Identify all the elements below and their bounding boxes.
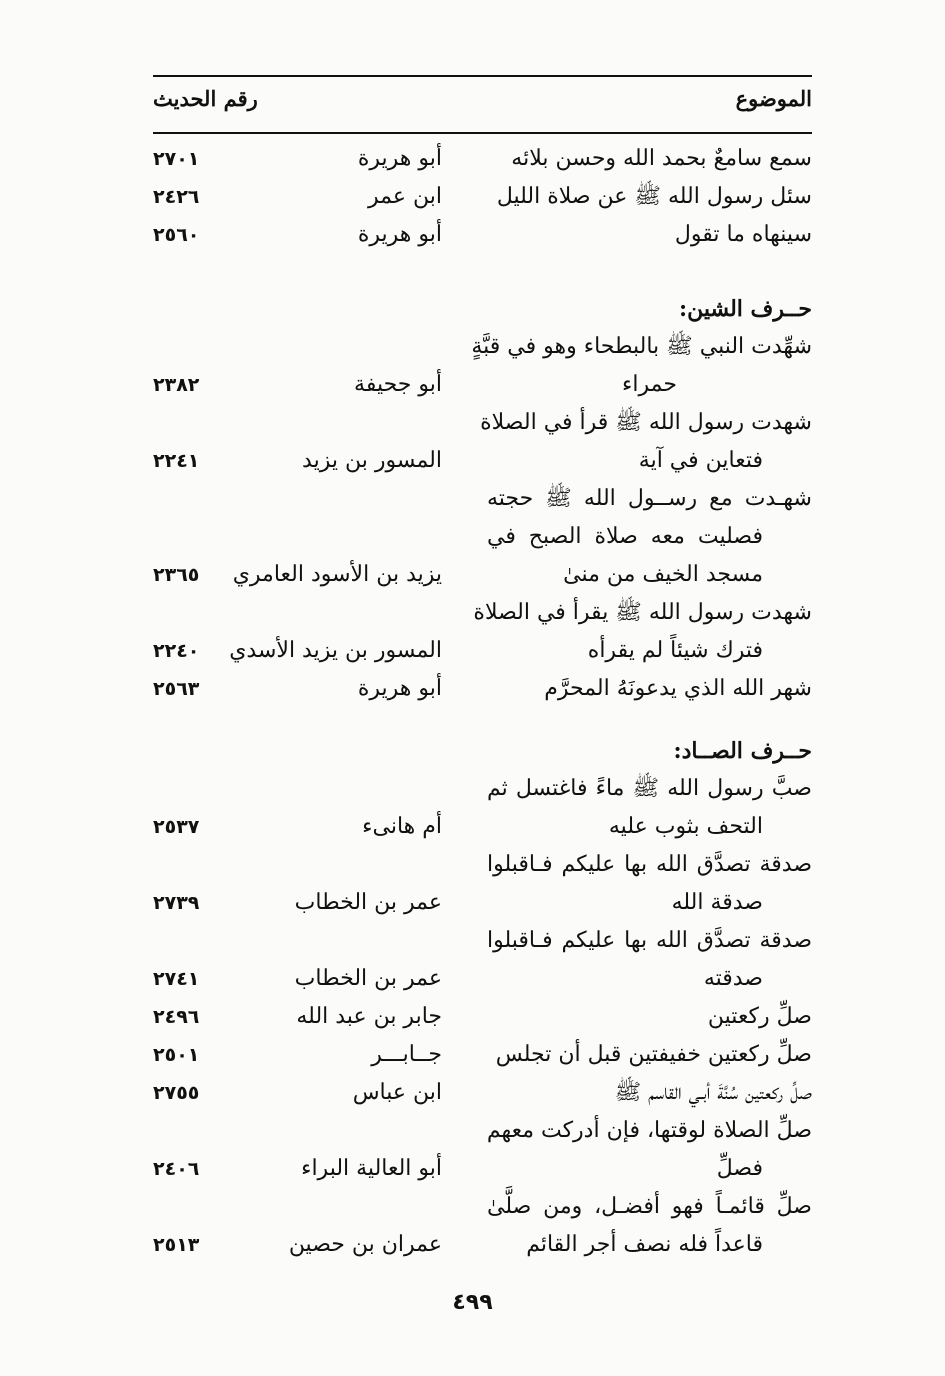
hadith-number: ٢٧٠١ xyxy=(153,148,200,170)
hadith-number-column-header: رقم الحديث xyxy=(153,86,258,111)
narrator-name: أبو هريرة xyxy=(357,676,442,701)
topic-text: فصليت معه صلاة الصبح في xyxy=(487,524,763,549)
topic-text: صدقة تصدَّق الله بها عليكم فـاقبلوا xyxy=(487,928,812,953)
hadith-number: ٢٢٤٠ xyxy=(153,640,200,662)
hadith-number: ٢٧٥٥ xyxy=(153,1082,200,1104)
topic-text: صلِّ ركعتين xyxy=(707,1004,812,1029)
topic-text: صلِّ قائمـاً فهو أفضـل، ومن صلَّىٰ xyxy=(487,1194,812,1219)
topic-text: شهدت رسول الله ﷺ قرأ في الصلاة xyxy=(480,410,812,435)
narrator-name: المسور بن يزيد xyxy=(302,448,442,473)
narrator-name: أم هانىء xyxy=(362,814,442,839)
narrator-name: جــابـــر xyxy=(371,1042,442,1067)
topic-text: شهِّدت النبي ﷺ بالبطحاء وهو في قبَّةٍ xyxy=(471,334,812,359)
narrator-name: أبو هريرة xyxy=(357,146,442,171)
hadith-number: ٢٥٣٧ xyxy=(153,816,200,838)
page-number: ٤٩٩ xyxy=(452,1290,493,1315)
topic-text: حمراء xyxy=(622,372,677,397)
topic-text: صدقته xyxy=(703,966,763,991)
hadith-number: ٢٥٦٣ xyxy=(153,678,200,700)
topic-column-header: الموضوع xyxy=(735,86,812,111)
section-heading: حــرف الشين: xyxy=(678,296,812,322)
hadith-number: ٢٧٤١ xyxy=(153,968,200,990)
topic-text: شهـدت مع رســول الله ﷺ حجته xyxy=(487,486,812,511)
hadith-number: ٢٧٣٩ xyxy=(153,892,200,914)
topic-text: فترك شيئاً لم يقرأه xyxy=(587,638,763,663)
topic-text: صلِّ الصلاة لوقتها، فإن أدركت معهم xyxy=(486,1118,812,1143)
topic-text: سينهاه ما تقول xyxy=(674,222,812,247)
hadith-number: ٢٥٦٠ xyxy=(153,224,200,246)
hadith-number: ٢٤٠٦ xyxy=(153,1158,200,1180)
topic-text: صبَّ رسول الله ﷺ ماءً فاغتسل ثم xyxy=(487,776,812,801)
narrator-name: أبو هريرة xyxy=(357,222,442,247)
topic-text: صدقة تصدَّق الله بها عليكم فـاقبلوا xyxy=(487,852,812,877)
topic-text: صدقة الله xyxy=(671,890,763,915)
topic-text: سئل رسول الله ﷺ عن صلاة الليل xyxy=(496,184,812,209)
topic-text: مسجد الخيف من منىٰ xyxy=(563,562,763,587)
hadith-number: ٢٢٤١ xyxy=(153,450,200,472)
topic-text: فصلِّ xyxy=(716,1156,763,1181)
hadith-number: ٢٥٠١ xyxy=(153,1044,200,1066)
topic-text: شهدت رسول الله ﷺ يقرأ في الصلاة xyxy=(473,600,812,625)
narrator-name: عمر بن الخطاب xyxy=(294,966,442,991)
hadith-number: ٢٣٦٥ xyxy=(153,564,200,586)
narrator-name: ابن عمر xyxy=(368,184,442,209)
narrator-name: المسور بن يزيد الأسدي xyxy=(229,638,442,663)
topic-text: صلِّ ركعتين خفيفتين قبل أن تجلس xyxy=(495,1042,812,1067)
narrator-name: يزيد بن الأسود العامري xyxy=(232,562,442,587)
hadith-number: ٢٤٢٦ xyxy=(153,186,200,208)
topic-text: شهر الله الذي يدعونَهُ المحرَّم xyxy=(544,676,812,701)
hadith-number: ٢٥١٣ xyxy=(153,1234,200,1256)
narrator-name: عمران بن حصين xyxy=(288,1232,442,1257)
topic-text: قاعداً فله نصف أجر القائم xyxy=(526,1232,763,1257)
topic-text: صلِّ ركعتين سُنَّةَ أبـي القاسم ﷺ xyxy=(614,1080,812,1105)
topic-text: التحف بثوب عليه xyxy=(608,814,763,839)
topic-text: فتعاين في آية xyxy=(638,448,763,473)
hadith-number: ٢٤٩٦ xyxy=(153,1006,200,1028)
narrator-name: ابن عباس xyxy=(352,1080,442,1105)
section-heading: حــرف الصــاد: xyxy=(673,738,812,764)
narrator-name: جابر بن عبد الله xyxy=(296,1004,442,1029)
topic-text: سمع سامعٌ بحمد الله وحسن بلائه xyxy=(511,146,812,171)
narrator-name: أبو العالية البراء xyxy=(301,1156,442,1181)
hadith-number: ٢٣٨٢ xyxy=(153,374,200,396)
narrator-name: عمر بن الخطاب xyxy=(294,890,442,915)
narrator-name: أبو جحيفة xyxy=(354,372,442,397)
